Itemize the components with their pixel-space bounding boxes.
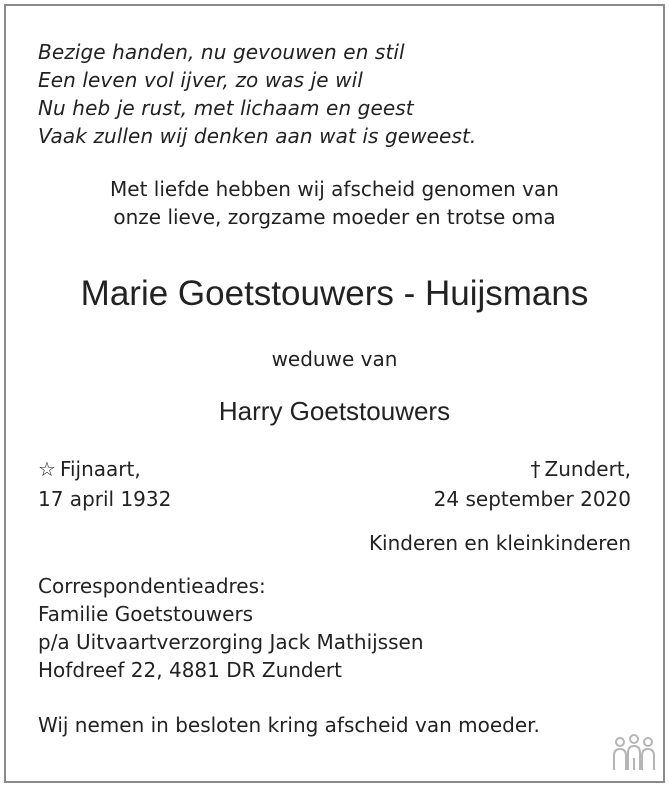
death-date: 24 september 2020 [433,487,631,511]
address-line: Familie Goetstouwers [38,602,254,626]
closing-text: Wij nemen in besloten kring afscheid van moeder. [38,713,540,737]
poem [38,38,476,150]
birth-info [38,454,171,514]
poem-line: Nu heb je rust, met lichaam en geest [38,96,414,120]
deceased-name: Marie Goetstouwers - Huijsmans [80,274,589,313]
poem-line: Vaak zullen wij denken aan wat is geweest. [38,124,477,148]
intro-line: Met liefde hebben wij afscheid genomen van [110,177,559,201]
family-icon [611,734,657,772]
signed-by: Kinderen en kleinkinderen [368,531,631,555]
spouse-name: Harry Goetstouwers [218,396,451,426]
poem-line: Bezige handen, nu gevouwen en stil [38,40,405,64]
birth-place: Fijnaart, [59,457,141,481]
death-place: Zundert, [544,457,631,481]
birth-date: 17 april 1932 [38,487,172,511]
address-line: Hofdreef 22, 4881 DR Zundert [38,658,342,682]
intro-text [0,175,669,231]
correspondence-address [38,572,424,684]
relation-text: weduwe van [271,347,398,371]
birth-star-icon: ☆ [38,457,56,481]
poem-line: Een leven vol ijver, zo was je wil [38,68,363,92]
address-line: p/a Uitvaartverzorging Jack Mathijssen [38,630,424,654]
intro-line: onze lieve, zorgzame moeder en trotse oma [113,205,556,229]
death-info [434,454,631,514]
death-cross-icon: † [530,457,541,481]
address-label: Correspondentieadres: [38,574,266,598]
